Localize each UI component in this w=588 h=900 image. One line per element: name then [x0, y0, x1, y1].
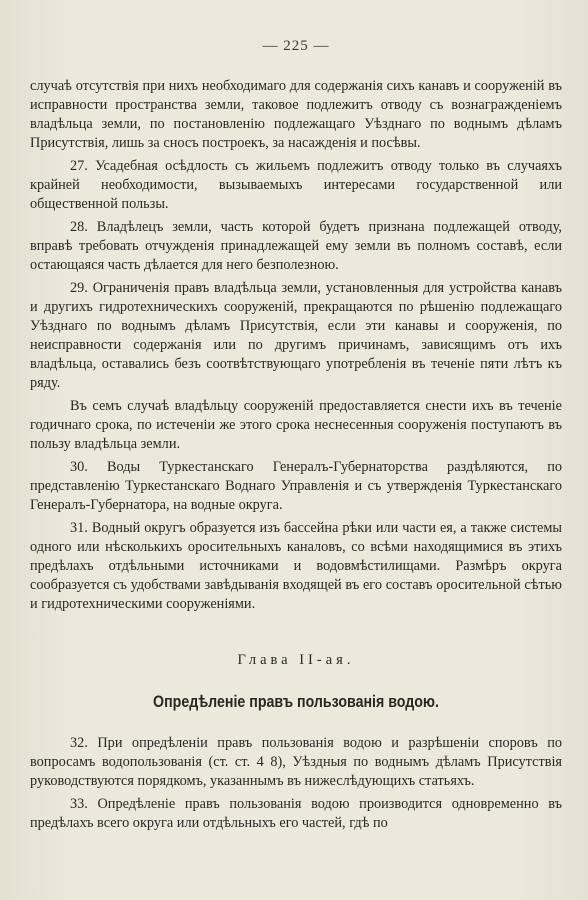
article-31: 31. Водный округъ образуется изъ бассейна рѣки или части ея, а также системы одного или нѣсколькихъ оросительныхъ каналовъ, со всѣми находящимися въ этихъ предѣлахъ отдѣльными источниками и водовмѣстилищами. Размѣръ округа сообразуется съ удобствами завѣдыванія входящей въ его составъ оросительной сѣтью и гидротехническими сооруженіями. [30, 520, 562, 612]
section-title: Опредѣленіе правъ пользованія водою. [153, 693, 439, 711]
article-28: 28. Владѣлецъ земли, часть которой будетъ признана подлежащей отводу, вправѣ требовать отчужденія принадлежащей ему земли въ полномъ составѣ, если остающаяся часть дѣлается для него безполезною. [30, 219, 562, 273]
paragraph-continuation: случаѣ отсутствія при нихъ необходимаго для содержанія сихъ канавъ и сооруженій въ исправности пространства земли, таковое подлежитъ отводу съ вознагражденіемъ владѣльца земли, по постановленію подлежащаго Уѣзднаго по воднымъ дѣламъ Присутствія, лишь за сносъ построекъ, за насажденія и посѣвы. [30, 78, 562, 151]
article-33: 33. Опредѣленіе правъ пользованія водою производится одновременно въ предѣлахъ всего округа или отдѣльныхъ его частей, гдѣ по [30, 796, 562, 831]
article-29-continuation: Въ семъ случаѣ владѣльцу сооруженій предоставляется снести ихъ въ теченіе годичнаго срока, по истеченіи же этого срока неснесенныя сооруженія поступаютъ въ пользу владѣльца земли. [30, 398, 562, 452]
article-30: 30. Воды Туркестанскаго Генералъ-Губернаторства раздѣляются, по представленію Туркестанскаго Воднаго Управленія и съ утвержденія Туркестанскаго Генералъ-Губернатора, на водные округа. [30, 459, 562, 513]
page-number: — 225 — [262, 38, 330, 54]
article-29: 29. Ограниченія правъ владѣльца земли, установленныя для устройства канавъ и другихъ гидротехническихъ сооруженій, прекращаются по рѣшенію подлежащаго Уѣзднаго по воднымъ дѣламъ Присутствія, если эти канавы и сооруженія, по неисправности содержанія или по другимъ причинамъ, зависящимъ отъ ихъ владѣльца, оставались безъ соотвѣтствующаго употребленія въ теченіе пяти лѣтъ къ ряду. [30, 280, 562, 391]
article-32: 32. При опредѣленіи правъ пользованія водою и разрѣшеніи споровъ по вопросамъ водопользованія (ст. ст. 4 8), Уѣздныя по воднымъ дѣламъ Присутствія руководствуются порядкомъ, указаннымъ въ нижеслѣдующихъ статьяхъ. [30, 735, 562, 789]
article-27: 27. Усадебная осѣдлость съ жильемъ подлежитъ отводу только въ случаяхъ крайней необходимости, вызываемыхъ интересами государственной или общественной пользы. [30, 158, 562, 212]
chapter-heading: Глава II-ая. [237, 652, 355, 668]
